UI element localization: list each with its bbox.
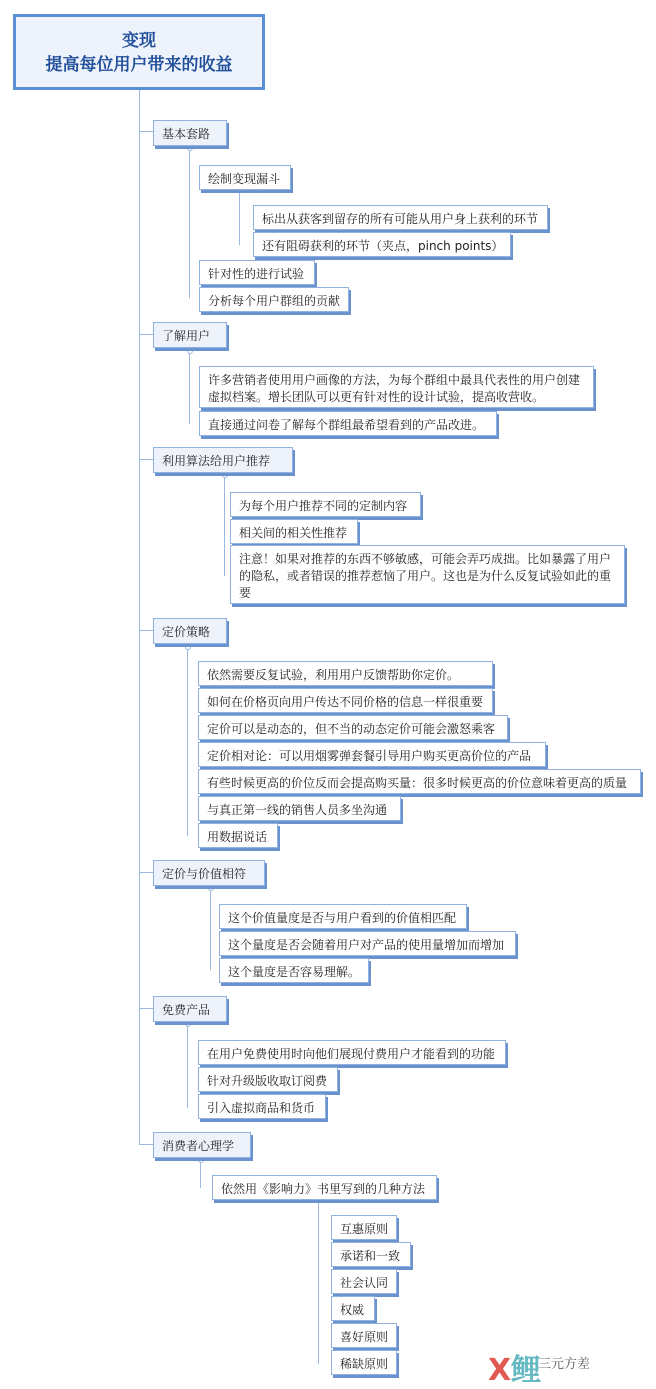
leaf-node[interactable]: 这个量度是否会随着用户对产品的使用量增加而增加 [219,931,516,956]
leaf-node[interactable]: 依然需要反复试验，利用用户反馈帮助你定价。 [198,661,493,686]
leaf-node[interactable]: 依然用《影响力》书里写到的几种方法 [212,1175,437,1200]
root-subtitle: 提高每位用户带来的收益 [45,55,233,75]
leaf-node[interactable]: 许多营销者使用用户画像的方法，为每个群组中最具代表性的用户创建虚拟档案。增长团队可以更有针对性的设计试验，提高收营收。 [199,366,594,408]
collapse-dot-icon[interactable] [185,644,191,650]
branch-know-users[interactable]: 了解用户 [153,322,227,348]
leaf-node[interactable]: 与真正第一线的销售人员多坐沟通 [198,796,401,821]
connector [139,872,153,873]
leaf-node[interactable]: 定价可以是动态的，但不当的动态定价可能会激怒乘客 [198,715,508,740]
leaf-node[interactable]: 注意！如果对推荐的东西不够敏感，可能会弄巧成拙。比如暴露了用户的隐私，或者错误的推荐惹恼了用户。这也是为什么反复试验如此的重要 [230,545,625,604]
branch-free-product[interactable]: 免费产品 [153,996,227,1022]
leaf-node[interactable]: 这个量度是否容易理解。 [219,958,369,983]
leaf-node[interactable]: 在用户免费使用时向他们展现付费用户才能看到的功能 [198,1040,506,1065]
trunk-line [139,90,140,1145]
brand-logo: X鲤 [488,1353,542,1388]
connector [139,131,153,132]
leaf-node[interactable]: 分析每个用户群组的贡献 [199,287,349,312]
leaf-node[interactable]: 承诺和一致 [331,1242,411,1267]
branch-basic-routine[interactable]: 基本套路 [153,120,227,146]
connector [187,646,188,836]
leaf-node[interactable]: 针对升级版收取订阅费 [198,1067,338,1092]
connector [189,350,190,424]
connector [200,1160,201,1188]
leaf-node[interactable]: 定价相对论：可以用烟雾弹套餐引导用户购买更高价位的产品 [198,742,546,767]
connector [139,1008,153,1009]
branch-recommendation[interactable]: 利用算法给用户推荐 [153,447,293,473]
connector [318,1198,319,1364]
connector [139,630,153,631]
leaf-node[interactable]: 绘制变现漏斗 [199,165,291,190]
leaf-node[interactable]: 权威 [331,1296,375,1321]
root-node [13,14,265,90]
connector [239,190,240,245]
connector [224,476,225,576]
leaf-node[interactable]: 标出从获客到留存的所有可能从用户身上获利的环节 [253,205,548,230]
leaf-node[interactable]: 引入虚拟商品和货币 [198,1094,326,1119]
branch-pricing-strategy[interactable]: 定价策略 [153,618,227,644]
watermark-text: 三元方差 [538,1357,591,1372]
leaf-node[interactable]: 稀缺原则 [331,1350,397,1375]
collapse-dot-icon[interactable] [187,348,193,354]
leaf-node[interactable]: 为每个用户推荐不同的定制内容 [230,492,421,517]
connector [139,1144,153,1145]
branch-price-value-match[interactable]: 定价与价值相符 [153,860,265,886]
leaf-node[interactable]: 相关间的相关性推荐 [230,519,358,544]
leaf-node[interactable]: 互惠原则 [331,1215,397,1240]
leaf-node[interactable]: 有些时候更高的价位反而会提高购买量：很多时候更高的价位意味着更高的质量 [198,769,641,794]
leaf-node[interactable]: 直接通过问卷了解每个群组最希望看到的产品改进。 [199,411,497,436]
leaf-node[interactable]: 这个价值量度是否与用户看到的价值相匹配 [219,904,467,929]
connector [139,334,153,335]
leaf-node[interactable]: 喜好原则 [331,1323,397,1348]
leaf-node[interactable]: 针对性的进行试验 [199,260,315,285]
connector [139,459,153,460]
leaf-node[interactable]: 还有阻碍获利的环节（夹点，pinch points） [253,232,511,257]
connector [210,888,211,970]
connector [189,150,190,298]
branch-consumer-psychology[interactable]: 消费者心理学 [153,1132,251,1158]
leaf-node[interactable]: 社会认同 [331,1269,397,1294]
leaf-node[interactable]: 用数据说话 [198,823,278,848]
root-title: 变现 [122,31,156,51]
connector [187,1024,188,1108]
leaf-node[interactable]: 如何在价格页向用户传达不同价格的信息一样很重要 [198,688,493,713]
